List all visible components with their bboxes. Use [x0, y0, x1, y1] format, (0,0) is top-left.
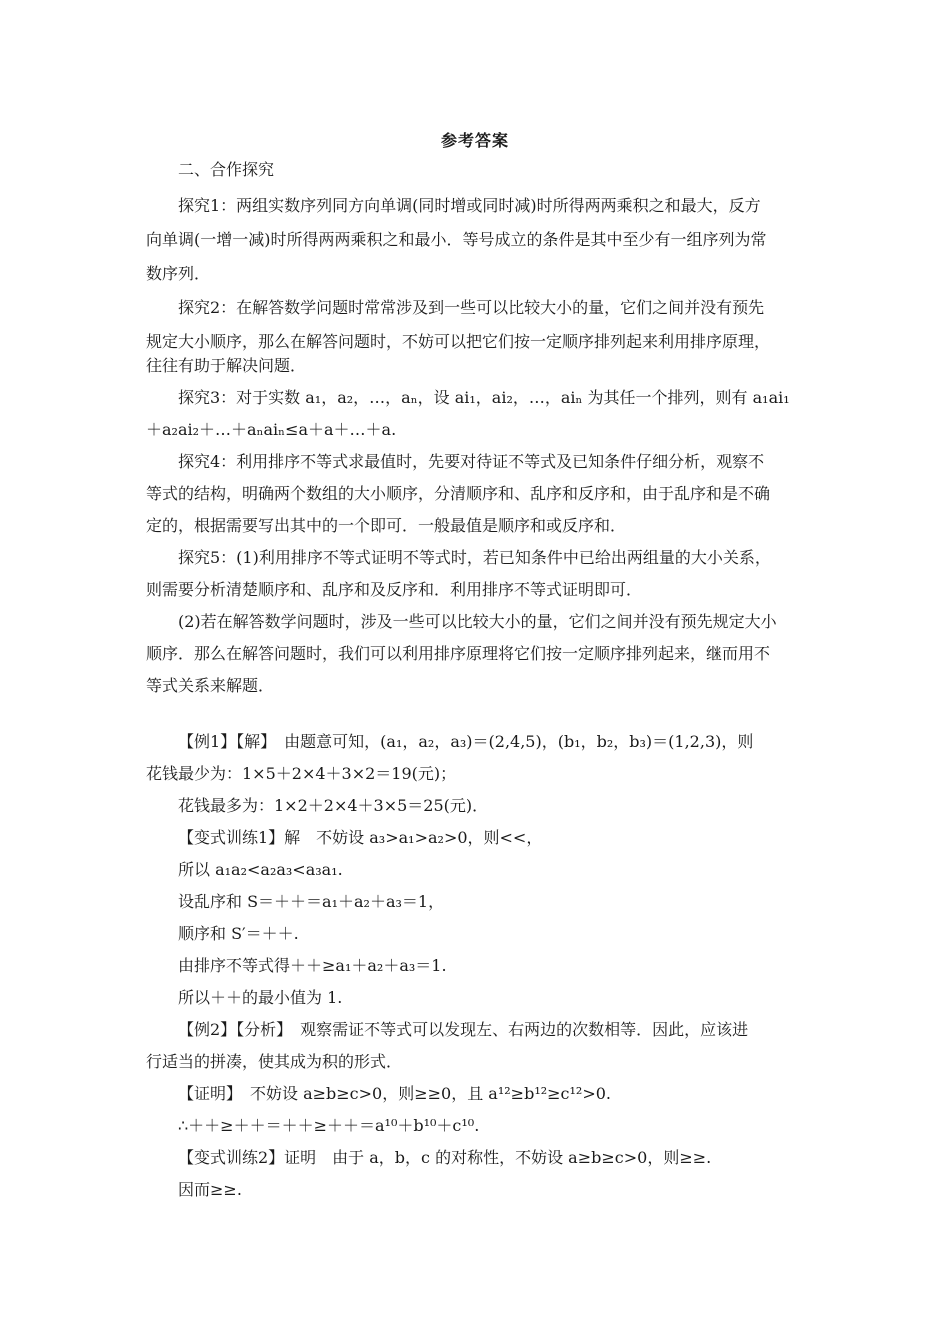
tanjiu3-line1: 探究3：对于实数 a₁，a₂，…，aₙ，设 ai₁，ai₂，…，aiₙ 为其任一个排列，则有 a₁ai₁ [178, 388, 790, 407]
example2-line1: 【例2】【分析】 观察需证不等式可以发现左、右两边的次数相等．因此，应该进 [178, 1020, 749, 1039]
tanjiu4-line3: 定的，根据需要写出其中的一个即可．一般最值是顺序和或反序和． [146, 516, 627, 535]
tanjiu4-line1: 探究4：利用排序不等式求最值时，先要对待证不等式及已知条件仔细分析，观察不 [178, 452, 765, 471]
tanjiu1-line2: 向单调(一增一减)时所得两两乘积之和最小．等号成立的条件是其中至少有一组序列为常 [146, 230, 767, 249]
tanjiu2-line2: 规定大小顺序，那么在解答问题时，不妨可以把它们按一定顺序排列起来利用排序原理， [146, 332, 771, 351]
tanjiu1-line3: 数序列． [146, 264, 211, 283]
example1-line3: 花钱最多为：1×2＋2×4＋3×5＝25(元)． [178, 796, 489, 815]
variant1-line1: 【变式训练1】解 不妨设 a₃>a₁>a₂>0，则<<， [178, 828, 543, 847]
tanjiu5-line5: 等式关系来解题． [146, 676, 275, 695]
tanjiu1-line1: 探究1：两组实数序列同方向单调(同时增或同时减)时所得两两乘积之和最大，反方 [178, 196, 761, 215]
variant1-line5: 由排序不等式得＋＋≥a₁＋a₂＋a₃＝1. [178, 956, 447, 975]
tanjiu5-line1: 探究5：(1)利用排序不等式证明不等式时，若已知条件中已给出两组量的大小关系， [178, 548, 771, 567]
tanjiu2-line3: 往往有助于解决问题． [146, 356, 307, 375]
example2-line4: ∴＋＋≥＋＋＝＋＋≥＋＋＝a¹⁰＋b¹⁰＋c¹⁰. [178, 1116, 480, 1135]
variant2-line1: 【变式训练2】证明 由于 a，b，c 的对称性，不妨设 a≥b≥c>0，则≥≥. [178, 1148, 712, 1167]
tanjiu5-line4: 顺序．那么在解答问题时，我们可以利用排序原理将它们按一定顺序排列起来，继而用不 [146, 644, 771, 663]
example2-line2: 行适当的拼凑，使其成为积的形式． [146, 1052, 403, 1071]
tanjiu3-line2: ＋a₂ai₂＋…＋aₙaiₙ≤a＋a＋…＋a. [146, 420, 397, 439]
section-heading: 二、合作探究 [178, 160, 275, 179]
variant2-line2: 因而≥≥. [178, 1180, 242, 1199]
variant1-line6: 所以＋＋的最小值为 1. [178, 988, 343, 1007]
example2-line3: 【证明】 不妨设 a≥b≥c>0，则≥≥0，且 a¹²≥b¹²≥c¹²>0. [178, 1084, 612, 1103]
tanjiu4-line2: 等式的结构，明确两个数组的大小顺序，分清顺序和、乱序和反序和，由于乱序和是不确 [146, 484, 771, 503]
tanjiu5-line3: (2)若在解答数学问题时，涉及一些可以比较大小的量，它们之间并没有预先规定大小 [178, 612, 777, 631]
example1-line1: 【例1】【解】 由题意可知，(a₁，a₂，a₃)＝(2,4,5)，(b₁，b₂，b₃)＝(1,2,3)，则 [178, 732, 754, 751]
variant1-line4: 顺序和 S′＝＋＋. [178, 924, 299, 943]
example1-line2: 花钱最少为：1×5＋2×4＋3×2＝19(元)； [146, 764, 457, 783]
variant1-line3: 设乱序和 S＝＋＋＝a₁＋a₂＋a₃＝1， [178, 892, 445, 911]
tanjiu5-line2: 则需要分析清楚顺序和、乱序和及反序和．利用排序不等式证明即可． [146, 580, 643, 599]
tanjiu2-line1: 探究2：在解答数学问题时常常涉及到一些可以比较大小的量，它们之间并没有预先 [178, 298, 765, 317]
page-title: 参考答案 [440, 131, 509, 150]
variant1-line2: 所以 a₁a₂<a₂a₃<a₃a₁. [178, 860, 343, 879]
